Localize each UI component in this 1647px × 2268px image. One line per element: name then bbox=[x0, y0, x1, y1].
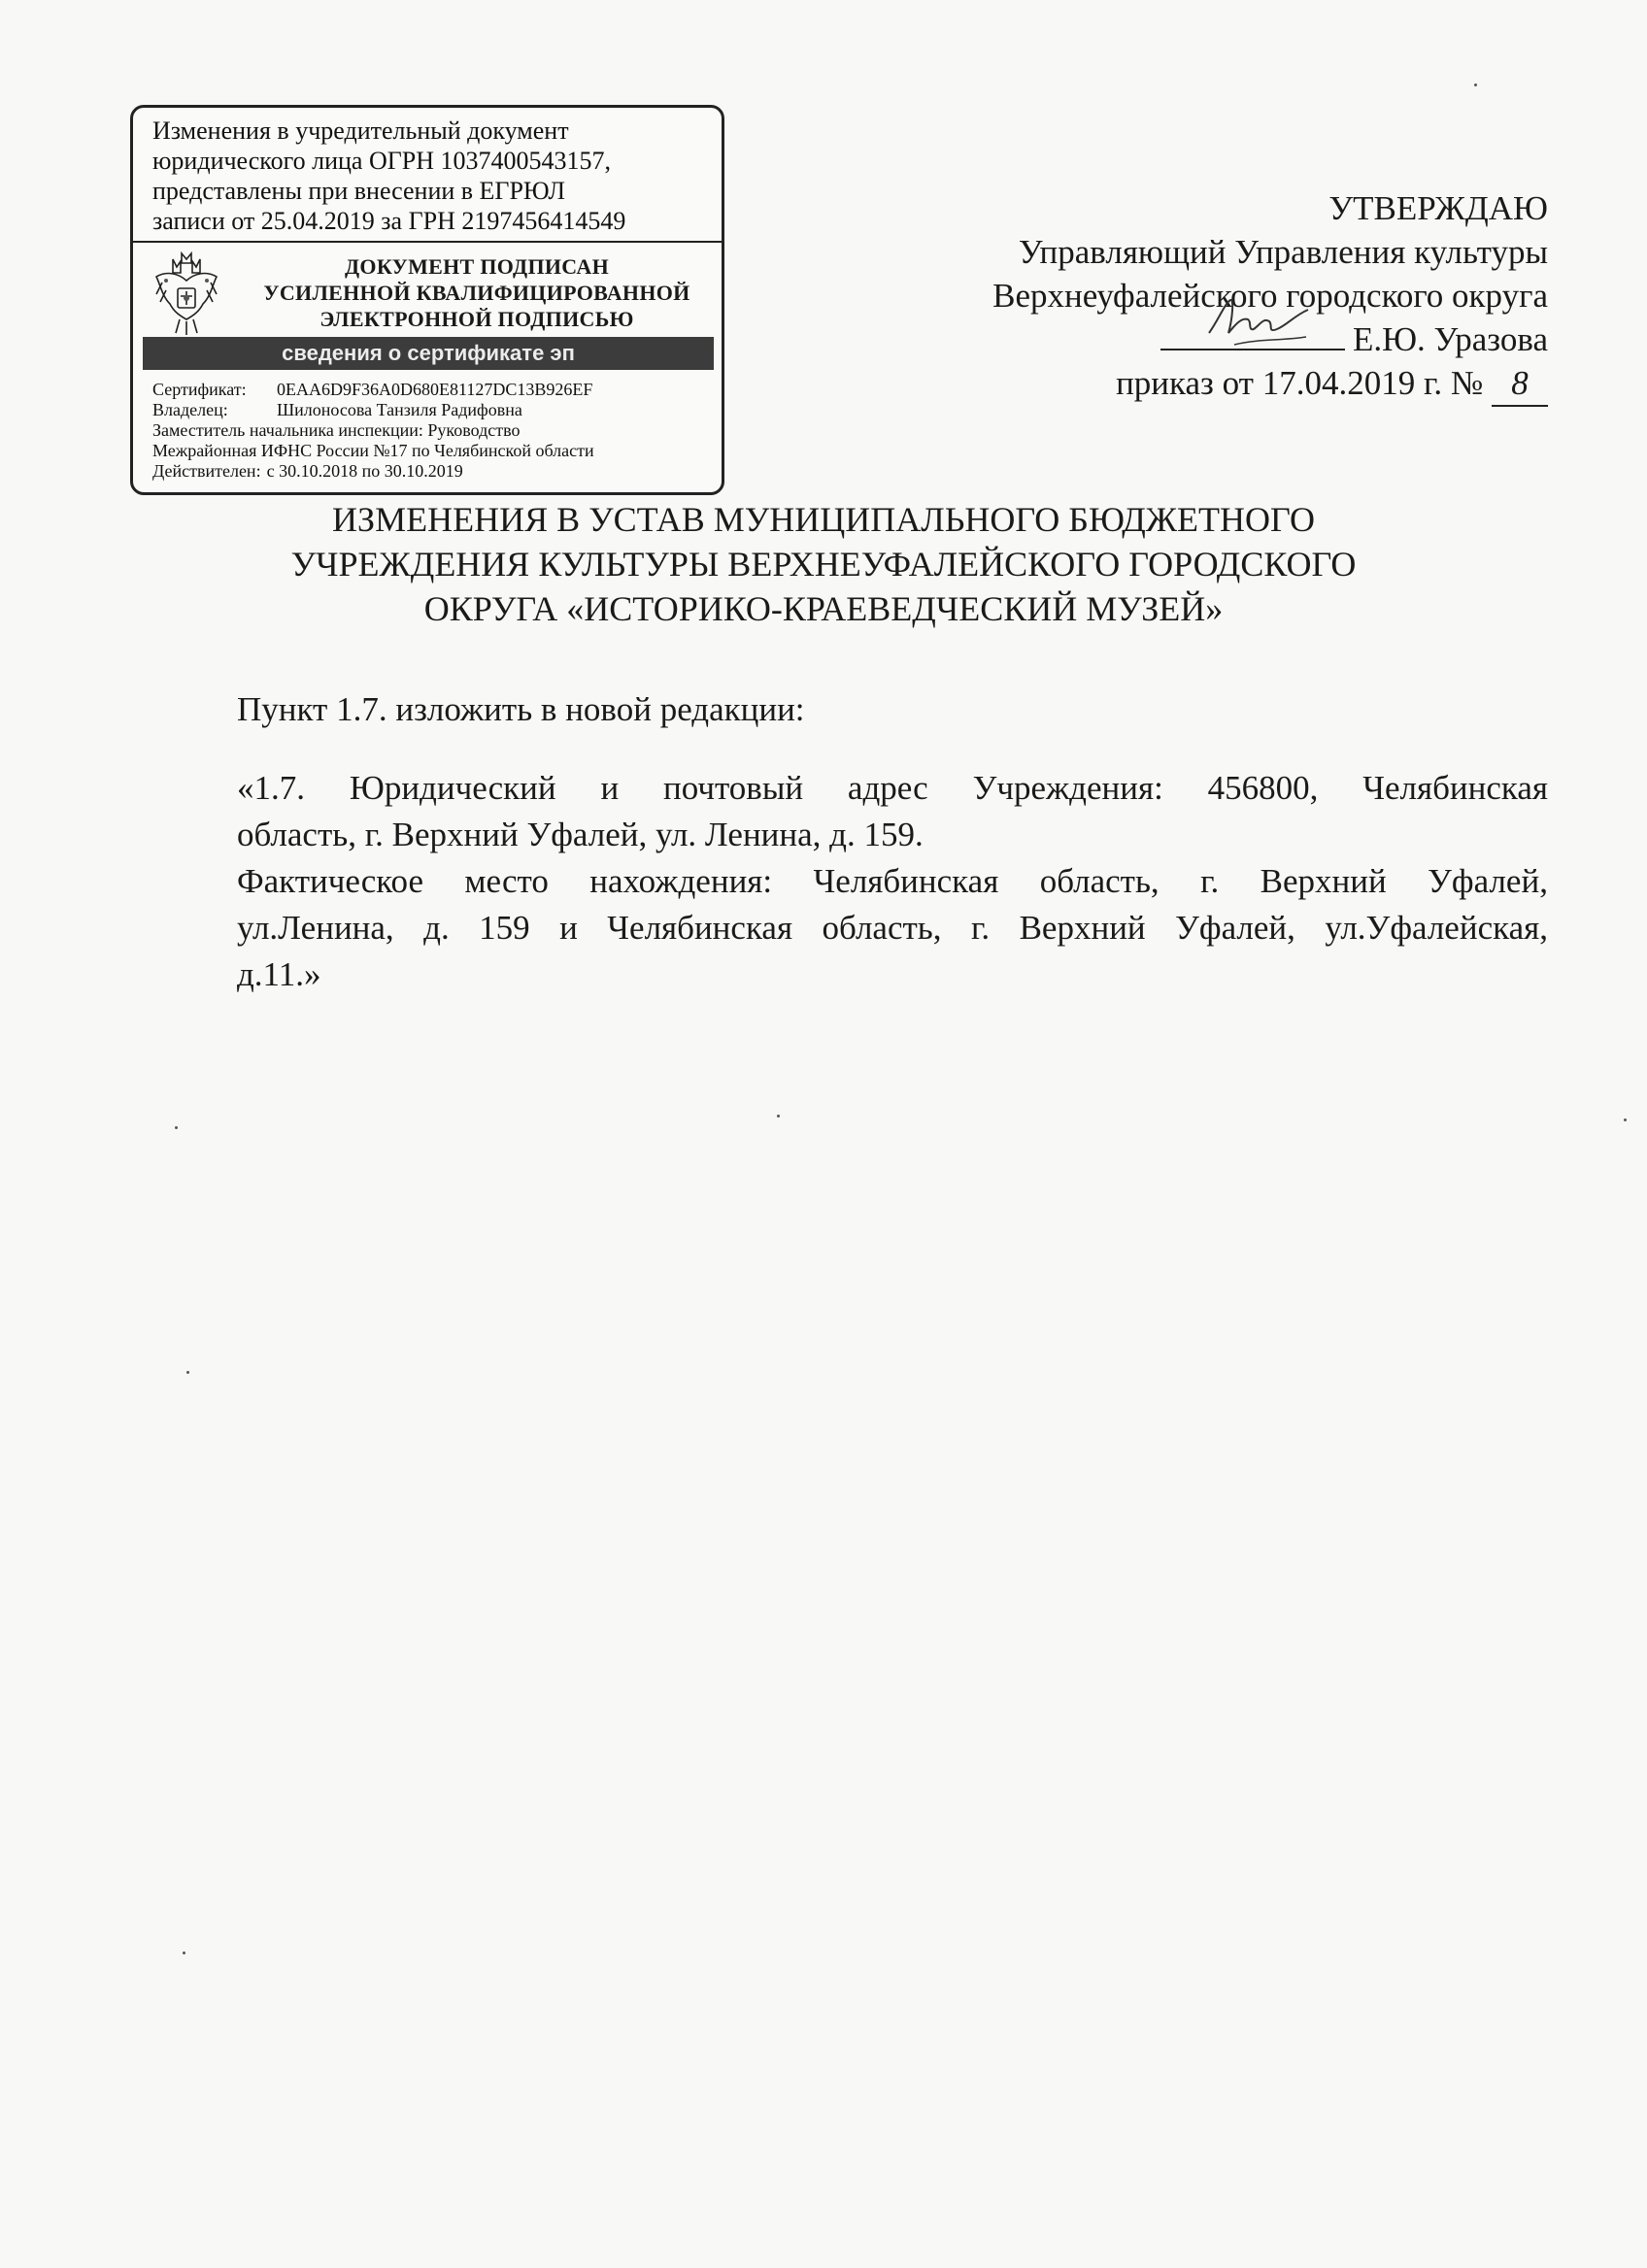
body-line bbox=[237, 765, 1548, 812]
body-word: Верхний bbox=[1019, 909, 1146, 947]
stamp-divider bbox=[133, 241, 722, 243]
body-word: 159 bbox=[479, 909, 530, 947]
signed-line: УСИЛЕННОЙ КВАЛИФИЦИРОВАННОЙ bbox=[263, 281, 690, 305]
heading-line: ОКРУГА «ИСТОРИКО-КРАЕВЕДЧЕСКИЙ МУЗЕЙ» bbox=[423, 589, 1224, 628]
certificate-bar: сведения о сертификате эп bbox=[143, 337, 714, 370]
body-word: почтовый bbox=[663, 769, 804, 807]
approval-position: Управляющий Управления культуры bbox=[1018, 233, 1548, 271]
position-row: Заместитель начальника инспекции: Руководство bbox=[152, 420, 521, 440]
certificate-label: Сертификат: bbox=[152, 380, 247, 399]
body-word: нахождения: bbox=[589, 862, 773, 900]
validity-row bbox=[152, 461, 716, 482]
document-heading bbox=[194, 497, 1453, 631]
approver-name: Е.Ю. Уразова bbox=[1352, 320, 1548, 358]
signature-line bbox=[1160, 319, 1345, 350]
body-word: ул.Ленина, bbox=[237, 909, 394, 947]
stamp-registration-text bbox=[152, 116, 716, 236]
body-word: Фактическое bbox=[237, 862, 423, 900]
scan-speck bbox=[1624, 1118, 1627, 1121]
scan-speck bbox=[186, 1371, 189, 1374]
body-word: и bbox=[600, 769, 620, 807]
body-word: адрес bbox=[847, 769, 928, 807]
heading-line: УЧРЕЖДЕНИЯ КУЛЬТУРЫ ВЕРХНЕУФАЛЕЙСКОГО ГОРОДСКОГО bbox=[290, 545, 1357, 584]
approval-block bbox=[810, 186, 1548, 407]
signed-line: ДОКУМЕНТ ПОДПИСАН bbox=[344, 254, 609, 279]
body-word: область, bbox=[822, 909, 942, 947]
egrul-stamp bbox=[130, 105, 724, 495]
body-word: ул.Уфалейская, bbox=[1325, 909, 1548, 947]
signed-notice bbox=[234, 253, 720, 332]
handwritten-signature-icon bbox=[1199, 290, 1316, 352]
body-word: г. bbox=[1200, 862, 1220, 900]
signed-line: ЭЛЕКТРОННОЙ ПОДПИСЬЮ bbox=[319, 307, 634, 331]
body-word: Уфалей, bbox=[1175, 909, 1295, 947]
stamp-line: юридического лица ОГРН 1037400543157, bbox=[152, 147, 611, 175]
validity-label: Действителен: bbox=[152, 461, 261, 481]
scan-speck bbox=[183, 1951, 185, 1954]
owner-value: Шилоносова Танзиля Радифовна bbox=[277, 400, 522, 419]
body-word: г. bbox=[970, 909, 991, 947]
position-row: Межрайонная ИФНС России №17 по Челябинской области bbox=[152, 441, 594, 460]
body-line bbox=[237, 905, 1548, 951]
stamp-line: представлены при внесении в ЕГРЮЛ bbox=[152, 177, 565, 205]
scan-speck bbox=[777, 1115, 780, 1117]
body-word: Учреждения: bbox=[972, 769, 1163, 807]
certificate-value: 0EAA6D9F36A0D680E81127DC13B926EF bbox=[277, 380, 593, 399]
body-word: Челябинская bbox=[813, 862, 999, 900]
body-word: д. bbox=[423, 909, 450, 947]
stamp-line: записи от 25.04.2019 за ГРН 2197456414549 bbox=[152, 207, 626, 235]
order-number: 8 bbox=[1492, 361, 1548, 407]
owner-row bbox=[152, 400, 716, 420]
approval-title: УТВЕРЖДАЮ bbox=[1328, 189, 1548, 227]
approval-order-row bbox=[810, 361, 1548, 407]
certificate-details bbox=[152, 380, 716, 482]
body-word: и bbox=[559, 909, 578, 947]
body-word: Уфалей, bbox=[1428, 862, 1548, 900]
body-word: место bbox=[464, 862, 549, 900]
body-line bbox=[237, 858, 1548, 905]
certificate-row bbox=[152, 380, 716, 400]
body-line: область, г. Верхний Уфалей, ул. Ленина, д. 159. bbox=[237, 816, 924, 853]
approval-organization: Верхнеуфалейского городского округа bbox=[992, 277, 1548, 315]
body-word: область, bbox=[1039, 862, 1160, 900]
stamp-line: Изменения в учредительный документ bbox=[152, 117, 569, 145]
heading-line: ИЗМЕНЕНИЯ В УСТАВ МУНИЦИПАЛЬНОГО БЮДЖЕТНОГО bbox=[332, 500, 1315, 539]
body-word: Юридический bbox=[349, 769, 556, 807]
body-word: 456800, bbox=[1207, 769, 1319, 807]
body-word: Челябинская bbox=[607, 909, 793, 947]
russian-coat-of-arms-icon bbox=[149, 251, 224, 339]
body-line: д.11.» bbox=[237, 955, 321, 993]
owner-label: Владелец: bbox=[152, 400, 228, 419]
body-word: «1.7. bbox=[237, 769, 305, 807]
intro-paragraph: Пункт 1.7. изложить в новой редакции: bbox=[237, 690, 805, 728]
scan-speck bbox=[1474, 83, 1477, 86]
validity-value: с 30.10.2018 по 30.10.2019 bbox=[266, 461, 463, 481]
amendment-text bbox=[237, 765, 1548, 998]
body-word: Верхний bbox=[1260, 862, 1387, 900]
order-prefix: приказ от 17.04.2019 г. № bbox=[1116, 364, 1484, 402]
body-word: Челябинская bbox=[1362, 769, 1548, 807]
approval-signature-row bbox=[810, 317, 1548, 361]
scan-speck bbox=[175, 1126, 178, 1129]
